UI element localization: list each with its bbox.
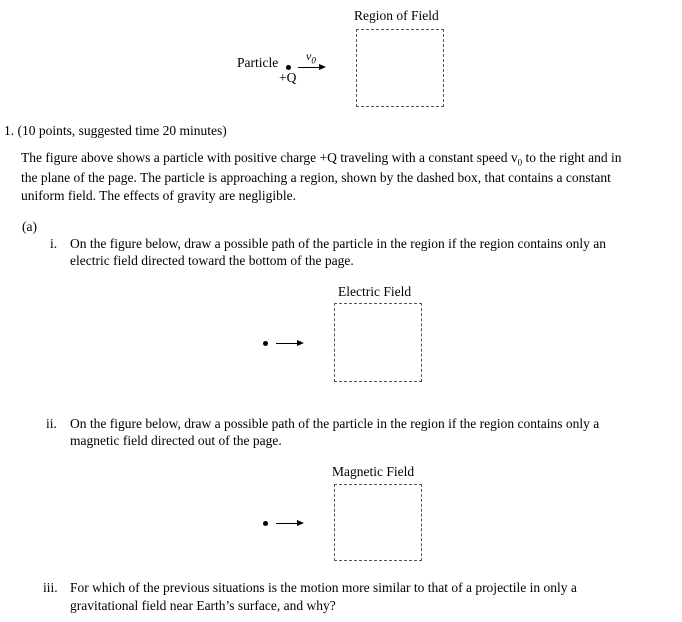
region-of-field-box [356, 29, 444, 107]
part-a-label: (a) [22, 219, 37, 234]
region-of-field-label: Region of Field [354, 8, 439, 23]
charge-label: +Q [279, 70, 297, 85]
magnetic-field-box [334, 484, 422, 561]
intro-line-3: uniform field. The effects of gravity are negligible. [21, 188, 297, 203]
item-iii-line-2: gravitational field near Earth’s surface, and why? [70, 598, 336, 613]
electric-velocity-arrow [276, 343, 302, 344]
magnetic-particle-dot [263, 521, 268, 526]
item-i-line-2: electric field directed toward the bottom of the page. [70, 253, 354, 268]
magnetic-velocity-arrow [276, 523, 302, 524]
item-iii-line-1: For which of the previous situations is the motion more similar to that of a projectile in only a [70, 580, 577, 595]
particle-label: Particle [237, 55, 279, 70]
electric-particle-dot [263, 341, 268, 346]
electric-field-box [334, 303, 422, 382]
item-ii-line-1: On the figure below, draw a possible path of the particle in the region if the region contains only a [70, 416, 600, 431]
electric-field-label: Electric Field [338, 284, 412, 299]
velocity-label: $v_0$ [306, 49, 316, 66]
velocity-arrow [298, 67, 324, 68]
intro-line-2: the plane of the page. The particle is approaching a region, shown by the dashed box, that contains a constant [21, 170, 611, 185]
item-i-number: i. [50, 236, 58, 251]
item-ii-number: ii. [46, 416, 57, 431]
magnetic-field-label: Magnetic Field [332, 464, 415, 479]
item-i-line-1: On the figure below, draw a possible path of the particle in the region if the region contains only an [70, 236, 606, 251]
intro-line-1: The figure above shows a particle with positive charge +Q traveling with a constant speed $v_0$ to the right and in [21, 150, 622, 168]
question-header: 1. (10 points, suggested time 20 minutes) [4, 123, 227, 138]
item-iii-number: iii. [43, 580, 58, 595]
item-ii-line-2: magnetic field directed out of the page. [70, 433, 282, 448]
